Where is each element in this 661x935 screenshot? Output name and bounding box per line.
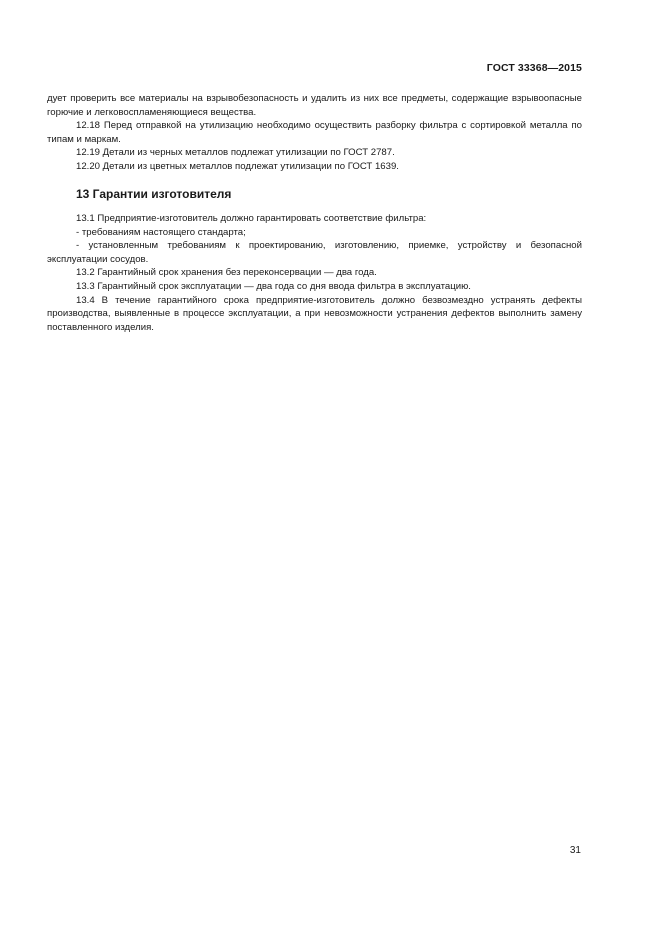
list-item-vessel-requirements: - установленным требованиям к проектированию, изготовлению, приемке, устройству и безопасной эксплуатации сосудов. — [47, 240, 582, 265]
paragraph-13-1: 13.1 Предприятие-изготовитель должно гарантировать соответствие фильтра: — [76, 213, 427, 224]
continued-text-block — [47, 92, 582, 174]
section-13-heading: 13 Гарантии изготовителя — [76, 187, 232, 201]
paragraph-13-2: 13.2 Гарантийный срок хранения без переконсервации — два года. — [76, 267, 377, 279]
paragraph-13-4: 13.4 В течение гарантийного срока предприятие-изготовитель должно безвозмездно устранять дефекты производства, выявленные в процессе эксплуатации, а при невозможности устранения дефектов выполнить замену поставленного изделия. — [47, 294, 582, 333]
page-number: 31 — [569, 845, 581, 856]
document-standard-id: ГОСТ 33368—2015 — [486, 62, 582, 74]
section-13-body — [47, 212, 582, 334]
paragraph-12-18: 12.18 Перед отправкой на утилизацию необходимо осуществить разборку фильтра с сортировкой металла по типам и маркам. — [47, 120, 582, 145]
paragraph-12-17-continuation: дует проверить все материалы на взрывобезопасность и удалить из них все предметы, содержащие взрывоопасные горючие и легковоспламеняющиеся вещества. — [47, 93, 582, 118]
paragraph-12-20: 12.20 Детали из цветных металлов подлежат утилизации по ГОСТ 1639. — [76, 160, 399, 172]
list-item-standard-requirements: - требованиям настоящего стандарта; — [76, 226, 246, 238]
paragraph-13-3: 13.3 Гарантийный срок эксплуатации — два года со дня ввода фильтра в эксплуатацию. — [76, 280, 471, 292]
paragraph-12-19: 12.19 Детали из черных металлов подлежат утилизации по ГОСТ 2787. — [76, 147, 395, 159]
